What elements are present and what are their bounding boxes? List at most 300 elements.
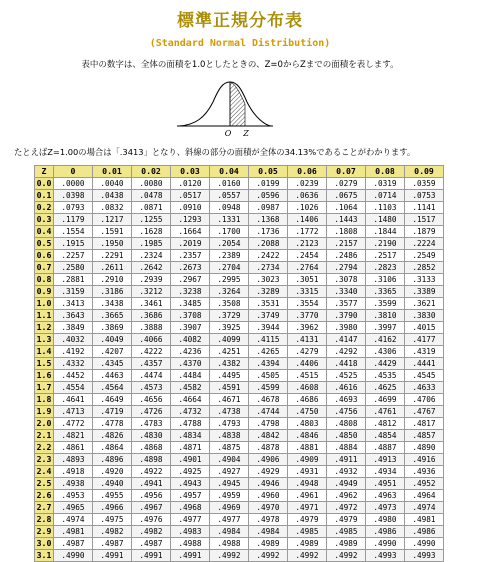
table-cell: .4940 <box>93 478 132 490</box>
table-cell: .1628 <box>132 226 171 238</box>
row-z-value: 0.3 <box>35 214 54 226</box>
table-cell: .4830 <box>132 430 171 442</box>
table-cell: .4821 <box>54 430 93 442</box>
table-cell: .4591 <box>210 382 249 394</box>
column-header: 0.06 <box>288 166 327 178</box>
table-row <box>35 502 444 514</box>
table-cell: .0636 <box>288 190 327 202</box>
table-cell: .4732 <box>171 406 210 418</box>
table-cell: .4968 <box>171 502 210 514</box>
table-cell: .4938 <box>54 478 93 490</box>
table-cell: .4251 <box>210 346 249 358</box>
table-cell: .0239 <box>288 178 327 190</box>
row-z-value: 0.5 <box>35 238 54 250</box>
table-cell: .4049 <box>93 334 132 346</box>
table-cell: .4911 <box>327 454 366 466</box>
table-cell: .4463 <box>93 370 132 382</box>
table-cell: .4946 <box>249 478 288 490</box>
table-cell: .4875 <box>210 442 249 454</box>
table-cell: .4625 <box>366 382 405 394</box>
table-cell: .4990 <box>366 538 405 550</box>
table-cell: .2088 <box>249 238 288 250</box>
row-z-value: 1.5 <box>35 358 54 370</box>
table-cell: .0714 <box>366 190 405 202</box>
table-cell: .4162 <box>366 334 405 346</box>
table-row <box>35 454 444 466</box>
table-cell: .4964 <box>405 490 444 502</box>
table-cell: .1554 <box>54 226 93 238</box>
table-cell: .0557 <box>210 190 249 202</box>
table-cell: .4099 <box>210 334 249 346</box>
table-cell: .3869 <box>93 322 132 334</box>
table-row <box>35 382 444 394</box>
shaded-area <box>230 82 245 126</box>
column-header: 0.05 <box>249 166 288 178</box>
table-cell: .4948 <box>288 478 327 490</box>
table-cell: .4838 <box>210 430 249 442</box>
table-cell: .3962 <box>288 322 327 334</box>
table-cell: .1985 <box>132 238 171 250</box>
table-cell: .3643 <box>54 310 93 322</box>
table-cell: .4599 <box>249 382 288 394</box>
table-cell: .4608 <box>288 382 327 394</box>
table-cell: .4941 <box>132 478 171 490</box>
table-cell: .4989 <box>288 538 327 550</box>
table-cell: .3686 <box>132 310 171 322</box>
table-cell: .4495 <box>210 370 249 382</box>
table-cell: .4979 <box>288 514 327 526</box>
table-cell: .4406 <box>288 358 327 370</box>
table-cell: .4582 <box>171 382 210 394</box>
table-cell: .0319 <box>366 178 405 190</box>
table-cell: .4192 <box>54 346 93 358</box>
table-cell: .3849 <box>54 322 93 334</box>
row-z-value: 1.9 <box>35 406 54 418</box>
table-cell: .4901 <box>171 454 210 466</box>
table-cell: .4671 <box>210 394 249 406</box>
table-row <box>35 346 444 358</box>
table-cell: .4803 <box>288 418 327 430</box>
table-cell: .4984 <box>210 526 249 538</box>
table-cell: .0080 <box>132 178 171 190</box>
table-cell: .3708 <box>171 310 210 322</box>
table-cell: .4441 <box>405 358 444 370</box>
row-z-value: 0.7 <box>35 262 54 274</box>
table-cell: .1808 <box>327 226 366 238</box>
row-z-value: 1.2 <box>35 322 54 334</box>
table-cell: .0910 <box>171 202 210 214</box>
table-cell: .4525 <box>327 370 366 382</box>
table-cell: .1026 <box>288 202 327 214</box>
table-cell: .4893 <box>54 454 93 466</box>
table-cell: .4678 <box>249 394 288 406</box>
table-cell: .3531 <box>249 298 288 310</box>
table-cell: .4767 <box>405 406 444 418</box>
table-cell: .4929 <box>249 466 288 478</box>
table-row <box>35 442 444 454</box>
table-cell: .1255 <box>132 214 171 226</box>
table-cell: .2054 <box>210 238 249 250</box>
table-cell: .4726 <box>132 406 171 418</box>
table-row <box>35 310 444 322</box>
table-cell: .4981 <box>54 526 93 538</box>
table-cell: .1879 <box>405 226 444 238</box>
table-row <box>35 526 444 538</box>
table-cell: .2517 <box>366 250 405 262</box>
row-z-value: 3.0 <box>35 538 54 550</box>
table-cell: .4987 <box>54 538 93 550</box>
table-cell: .4082 <box>171 334 210 346</box>
row-z-value: 0.4 <box>35 226 54 238</box>
row-z-value: 2.5 <box>35 478 54 490</box>
table-cell: .4969 <box>210 502 249 514</box>
table-cell: .4382 <box>210 358 249 370</box>
table-row <box>35 406 444 418</box>
table-cell: .2019 <box>171 238 210 250</box>
table-cell: .0675 <box>327 190 366 202</box>
table-cell: .3554 <box>288 298 327 310</box>
table-cell: .4988 <box>210 538 249 550</box>
table-row <box>35 514 444 526</box>
table-cell: .4878 <box>249 442 288 454</box>
table-cell: .3389 <box>405 286 444 298</box>
row-z-value: 2.3 <box>35 454 54 466</box>
table-cell: .4418 <box>327 358 366 370</box>
table-cell: .1844 <box>366 226 405 238</box>
table-row <box>35 202 444 214</box>
column-header: 0.08 <box>366 166 405 178</box>
table-cell: .4881 <box>288 442 327 454</box>
column-header: 0.01 <box>93 166 132 178</box>
table-cell: .4884 <box>327 442 366 454</box>
table-cell: .4236 <box>171 346 210 358</box>
table-cell: .4015 <box>405 322 444 334</box>
table-cell: .1915 <box>54 238 93 250</box>
table-cell: .3461 <box>132 298 171 310</box>
table-cell: .4977 <box>171 514 210 526</box>
table-cell: .3289 <box>249 286 288 298</box>
table-cell: .0832 <box>93 202 132 214</box>
table-cell: .4641 <box>54 394 93 406</box>
table-cell: .4177 <box>405 334 444 346</box>
table-cell: .4756 <box>327 406 366 418</box>
table-cell: .4744 <box>249 406 288 418</box>
table-cell: .3186 <box>93 286 132 298</box>
table-cell: .4370 <box>171 358 210 370</box>
table-cell: .0199 <box>249 178 288 190</box>
table-cell: .4943 <box>171 478 210 490</box>
table-cell: .2734 <box>249 262 288 274</box>
table-cell: .3508 <box>210 298 249 310</box>
table-cell: .4147 <box>327 334 366 346</box>
table-cell: .2224 <box>405 238 444 250</box>
table-cell: .4319 <box>405 346 444 358</box>
table-cell: .1217 <box>93 214 132 226</box>
table-cell: .4955 <box>93 490 132 502</box>
table-cell: .4960 <box>249 490 288 502</box>
row-z-value: 1.3 <box>35 334 54 346</box>
table-cell: .4974 <box>54 514 93 526</box>
table-row <box>35 370 444 382</box>
table-cell: .1517 <box>405 214 444 226</box>
table-cell: .0279 <box>327 178 366 190</box>
table-row <box>35 466 444 478</box>
column-header: 0.03 <box>171 166 210 178</box>
table-cell: .3621 <box>405 298 444 310</box>
example-text: たとえばZ=1.00の場合は「.3413」となり、斜線の部分の面積が全体の34.13%であることがわかります。 <box>14 147 416 157</box>
table-cell: .4927 <box>210 466 249 478</box>
table-cell: .4963 <box>366 490 405 502</box>
table-cell: .4992 <box>249 550 288 562</box>
table-cell: .1179 <box>54 214 93 226</box>
table-cell: .4452 <box>54 370 93 382</box>
table-cell: .4713 <box>54 406 93 418</box>
table-cell: .0871 <box>132 202 171 214</box>
table-cell: .4817 <box>405 418 444 430</box>
table-cell: .3023 <box>249 274 288 286</box>
table-row <box>35 214 444 226</box>
table-cell: .4357 <box>132 358 171 370</box>
table-cell: .4686 <box>288 394 327 406</box>
table-row <box>35 190 444 202</box>
table-row <box>35 262 444 274</box>
table-row <box>35 418 444 430</box>
table-cell: .0517 <box>171 190 210 202</box>
table-cell: .4772 <box>54 418 93 430</box>
table-cell: .4952 <box>405 478 444 490</box>
table-cell: .3770 <box>288 310 327 322</box>
table-cell: .1772 <box>288 226 327 238</box>
table-cell: .0120 <box>171 178 210 190</box>
table-cell: .4991 <box>132 550 171 562</box>
table-cell: .2642 <box>132 262 171 274</box>
column-header: 0 <box>54 166 93 178</box>
table-cell: .4988 <box>171 538 210 550</box>
table-cell: .4066 <box>132 334 171 346</box>
table-cell: .3078 <box>327 274 366 286</box>
table-cell: .4922 <box>132 466 171 478</box>
row-z-value: 1.4 <box>35 346 54 358</box>
table-cell: .4925 <box>171 466 210 478</box>
normal-distribution-table <box>34 165 444 562</box>
table-cell: .3264 <box>210 286 249 298</box>
table-cell: .4980 <box>366 514 405 526</box>
table-cell: .3665 <box>93 310 132 322</box>
table-cell: .4951 <box>366 478 405 490</box>
table-cell: .4987 <box>93 538 132 550</box>
table-cell: .3997 <box>366 322 405 334</box>
table-cell: .3729 <box>210 310 249 322</box>
table-cell: .4429 <box>366 358 405 370</box>
table-cell: .4826 <box>93 430 132 442</box>
table-row <box>35 178 444 190</box>
table-cell: .4993 <box>405 550 444 562</box>
table-row <box>35 430 444 442</box>
table-cell: .2794 <box>327 262 366 274</box>
table-cell: .4857 <box>405 430 444 442</box>
table-cell: .4793 <box>210 418 249 430</box>
table-cell: .0987 <box>249 202 288 214</box>
row-z-value: 3.1 <box>35 550 54 562</box>
bell-curve <box>179 82 271 126</box>
table-cell: .0398 <box>54 190 93 202</box>
table-cell: .4990 <box>405 538 444 550</box>
table-cell: .4931 <box>288 466 327 478</box>
table-row <box>35 478 444 490</box>
row-z-value: 0.8 <box>35 274 54 286</box>
table-cell: .4986 <box>366 526 405 538</box>
table-cell: .3365 <box>366 286 405 298</box>
row-z-value: 2.4 <box>35 466 54 478</box>
table-cell: .3790 <box>327 310 366 322</box>
table-cell: .4554 <box>54 382 93 394</box>
table-cell: .4788 <box>171 418 210 430</box>
table-cell: .4984 <box>249 526 288 538</box>
table-cell: .3830 <box>405 310 444 322</box>
table-cell: .4798 <box>249 418 288 430</box>
table-row <box>35 334 444 346</box>
table-cell: .0000 <box>54 178 93 190</box>
table-cell: .4265 <box>249 346 288 358</box>
table-cell: .4545 <box>405 370 444 382</box>
table-cell: .4945 <box>210 478 249 490</box>
table-cell: .4750 <box>288 406 327 418</box>
table-cell: .3907 <box>171 322 210 334</box>
table-cell: .3944 <box>249 322 288 334</box>
row-z-value: 2.7 <box>35 502 54 514</box>
table-cell: .2881 <box>54 274 93 286</box>
row-z-value: 0.0 <box>35 178 54 190</box>
table-header-row <box>35 166 444 178</box>
table-cell: .4953 <box>54 490 93 502</box>
row-z-value: 2.0 <box>35 418 54 430</box>
table-cell: .3810 <box>366 310 405 322</box>
table-cell: .4778 <box>93 418 132 430</box>
table-cell: .4936 <box>405 466 444 478</box>
table-cell: .4932 <box>327 466 366 478</box>
table-cell: .2764 <box>288 262 327 274</box>
table-cell: .2704 <box>210 262 249 274</box>
column-header: 0.07 <box>327 166 366 178</box>
table-cell: .2190 <box>366 238 405 250</box>
table-cell: .4032 <box>54 334 93 346</box>
table-row <box>35 322 444 334</box>
table-cell: .3577 <box>327 298 366 310</box>
table-cell: .4115 <box>249 334 288 346</box>
table-cell: .1103 <box>366 202 405 214</box>
table-cell: .4706 <box>405 394 444 406</box>
table-cell: .0478 <box>132 190 171 202</box>
table-cell: .4783 <box>132 418 171 430</box>
table-cell: .4966 <box>93 502 132 514</box>
table-cell: .1064 <box>327 202 366 214</box>
column-header: 0.09 <box>405 166 444 178</box>
table-cell: .4986 <box>405 526 444 538</box>
table-cell: .4573 <box>132 382 171 394</box>
table-cell: .4850 <box>327 430 366 442</box>
table-cell: .1443 <box>327 214 366 226</box>
table-cell: .2910 <box>93 274 132 286</box>
row-z-value: 2.2 <box>35 442 54 454</box>
table-row <box>35 490 444 502</box>
table-cell: .4989 <box>249 538 288 550</box>
table-cell: .1368 <box>249 214 288 226</box>
table-cell: .4868 <box>132 442 171 454</box>
table-cell: .4761 <box>366 406 405 418</box>
table-cell: .4904 <box>210 454 249 466</box>
table-cell: .2324 <box>132 250 171 262</box>
table-cell: .1406 <box>288 214 327 226</box>
table-cell: .4656 <box>132 394 171 406</box>
table-cell: .2422 <box>249 250 288 262</box>
table-cell: .4808 <box>327 418 366 430</box>
table-cell: .1293 <box>171 214 210 226</box>
header-z: Z <box>35 166 54 178</box>
table-row <box>35 298 444 310</box>
z-label: Z <box>243 129 249 138</box>
table-cell: .2823 <box>366 262 405 274</box>
table-row <box>35 286 444 298</box>
table-cell: .4979 <box>327 514 366 526</box>
table-cell: .4306 <box>366 346 405 358</box>
table-row <box>35 358 444 370</box>
table-cell: .0948 <box>210 202 249 214</box>
row-z-value: 1.8 <box>35 394 54 406</box>
row-z-value: 2.1 <box>35 430 54 442</box>
table-cell: .4515 <box>288 370 327 382</box>
table-cell: .4394 <box>249 358 288 370</box>
table-cell: .4992 <box>210 550 249 562</box>
table-cell: .4719 <box>93 406 132 418</box>
table-cell: .3340 <box>327 286 366 298</box>
table-cell: .4864 <box>93 442 132 454</box>
table-cell: .4982 <box>132 526 171 538</box>
column-header: 0.04 <box>210 166 249 178</box>
table-cell: .3599 <box>366 298 405 310</box>
table-cell: .4957 <box>171 490 210 502</box>
table-cell: .4976 <box>132 514 171 526</box>
table-cell: .4973 <box>366 502 405 514</box>
table-cell: .2357 <box>171 250 210 262</box>
table-cell: .2257 <box>54 250 93 262</box>
table-cell: .4535 <box>366 370 405 382</box>
table-cell: .3212 <box>132 286 171 298</box>
page-subtitle: (Standard Normal Distribution) <box>149 38 331 49</box>
table-cell: .4633 <box>405 382 444 394</box>
row-z-value: 0.2 <box>35 202 54 214</box>
table-cell: .2580 <box>54 262 93 274</box>
table-cell: .4332 <box>54 358 93 370</box>
table-cell: .2123 <box>288 238 327 250</box>
table-cell: .4961 <box>288 490 327 502</box>
table-cell: .2549 <box>405 250 444 262</box>
table-cell: .3133 <box>405 274 444 286</box>
table-cell: .4699 <box>366 394 405 406</box>
table-cell: .4970 <box>249 502 288 514</box>
table-cell: .1950 <box>93 238 132 250</box>
table-cell: .2611 <box>93 262 132 274</box>
table-cell: .0596 <box>249 190 288 202</box>
table-cell: .4812 <box>366 418 405 430</box>
table-cell: .3888 <box>132 322 171 334</box>
table-cell: .4991 <box>171 550 210 562</box>
table-cell: .2673 <box>171 262 210 274</box>
table-cell: .4738 <box>210 406 249 418</box>
table-cell: .4649 <box>93 394 132 406</box>
table-cell: .4992 <box>288 550 327 562</box>
table-cell: .2157 <box>327 238 366 250</box>
table-cell: .3925 <box>210 322 249 334</box>
